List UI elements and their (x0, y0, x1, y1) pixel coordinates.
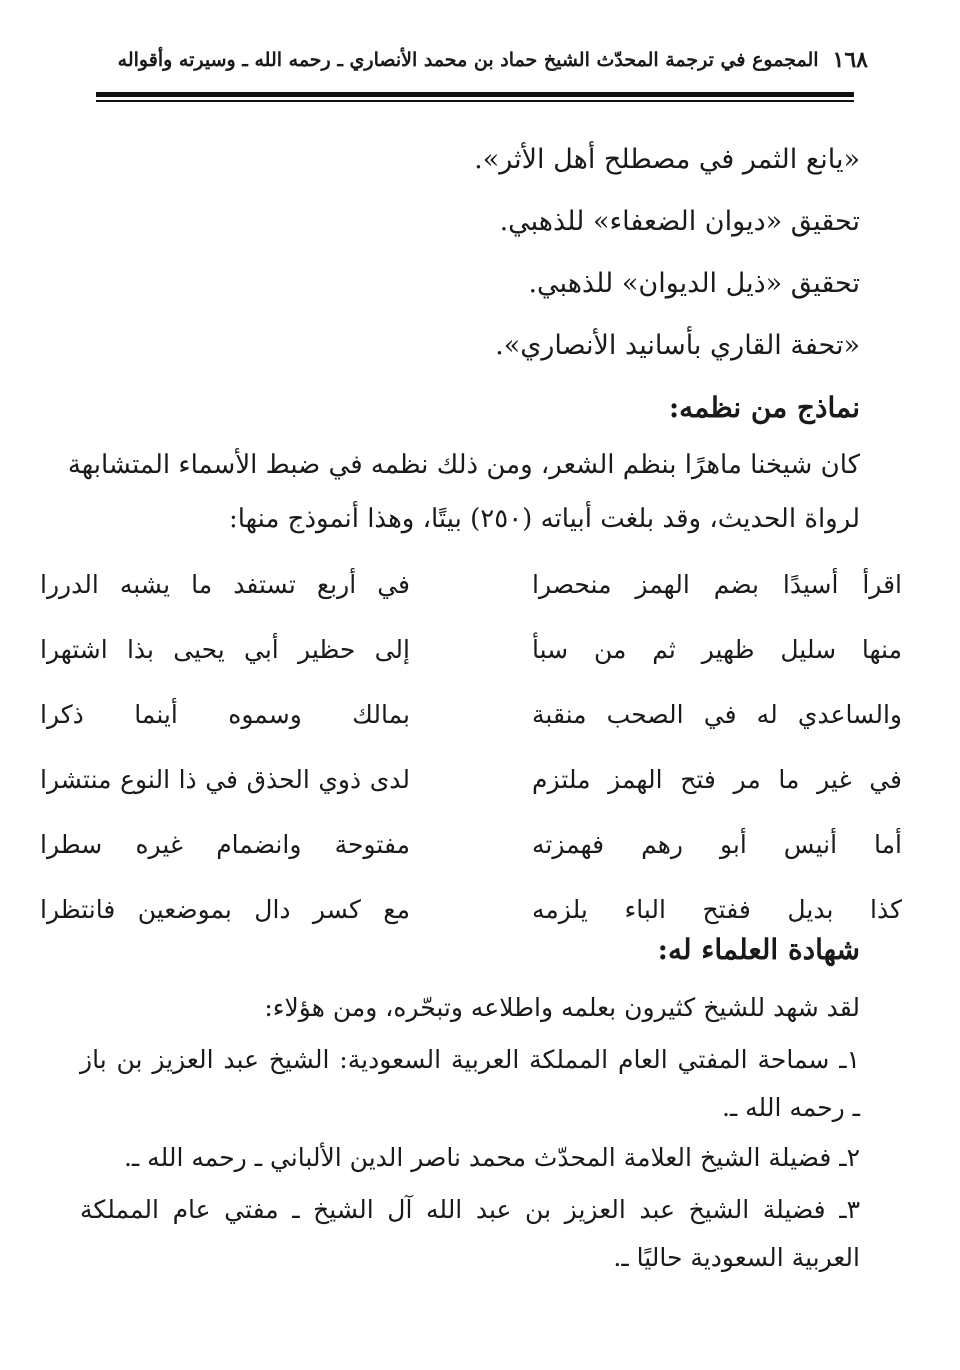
verse-second-hemistich: بمالك وسموه أينما ذكرا (40, 700, 410, 729)
poetry-intro (67, 438, 860, 546)
paragraph-line: كان شيخنا ماهرًا بنظم الشعر، ومن ذلك نظمه في ضبط الأسماء المتشابهة (67, 450, 860, 480)
verse (40, 747, 902, 812)
work-item: تحقيق «ذيل الديوان» للذهبي. (528, 268, 860, 299)
paragraph-line: لرواة الحديث، وقد بلغت أبياته (٢٥٠) بيتًا، وهذا أنموذج منها: (228, 504, 860, 534)
work-item: «تحفة القاري بأسانيد الأنصاري». (495, 330, 860, 361)
verse-first-hemistich: أما أنيس أبو رهم فهمزته (532, 830, 902, 859)
running-title: المجموع في ترجمة المحدّث الشيخ حماد بن محمد الأنصاري ـ رحمه الله ـ وسيرته وأقواله (117, 49, 819, 71)
list-item-line: العربية السعودية حاليًا ـ. (613, 1243, 860, 1272)
verse-first-hemistich: اقرأ أسيدًا بضم الهمز منحصرا (532, 570, 902, 599)
poem (40, 552, 902, 942)
list-item-line: ـ رحمه الله ـ. (721, 1093, 860, 1122)
work-item: «يانع الثمر في مصطلح أهل الأثر». (474, 144, 860, 175)
header-rule-thick (96, 92, 854, 97)
verse-first-hemistich: منها سليل ظهير ثم من سبأ (532, 635, 902, 664)
list-item-line: ١ـ سماحة المفتي العام المملكة العربية السعودية: الشيخ عبد العزيز بن باز (80, 1045, 860, 1074)
list-item (80, 1186, 860, 1282)
testimony-intro: لقد شهد للشيخ كثيرون بعلمه واطلاعه وتبحّره، ومن هؤلاء: (264, 993, 860, 1022)
verse-second-hemistich: في أربع تستفد ما يشبه الدررا (40, 570, 410, 599)
verse-first-hemistich: كذا بديل ففتح الباء يلزمه (532, 895, 902, 924)
verse-first-hemistich: والساعدي له في الصحب منقبة (532, 700, 902, 729)
section-heading: نماذج من نظمه: (668, 391, 860, 424)
verse-second-hemistich: مع كسر دال بموضعين فانتظرا (40, 895, 410, 924)
verse (40, 812, 902, 877)
verse-first-hemistich: في غير ما مر فتح الهمز ملتزم (532, 765, 902, 794)
list-item-line: ٢ـ فضيلة الشيخ العلامة المحدّث محمد ناصر الدين الألباني ـ رحمه الله ـ. (123, 1143, 860, 1172)
page-number: ١٦٨ (832, 47, 868, 73)
verse (40, 682, 902, 747)
verse-second-hemistich: إلى حظير أبي يحيى بذا اشتهرا (40, 635, 410, 664)
verse (40, 552, 902, 617)
work-item: تحقيق «ديوان الضعفاء» للذهبي. (499, 206, 860, 237)
list-item-line: ٣ـ فضيلة الشيخ عبد العزيز بن عبد الله آل الشيخ ـ مفتي عام المملكة (80, 1195, 861, 1224)
section-heading: شهادة العلماء له: (657, 933, 860, 966)
list-item (80, 1134, 860, 1182)
verse-second-hemistich: لدى ذوي الحذق في ذا النوع منتشرا (40, 765, 410, 794)
page-header (96, 40, 868, 80)
header-rule-thin (96, 100, 854, 102)
list-item (80, 1036, 860, 1132)
verse-second-hemistich: مفتوحة وانضمام غيره سطرا (40, 830, 410, 859)
verse (40, 617, 902, 682)
